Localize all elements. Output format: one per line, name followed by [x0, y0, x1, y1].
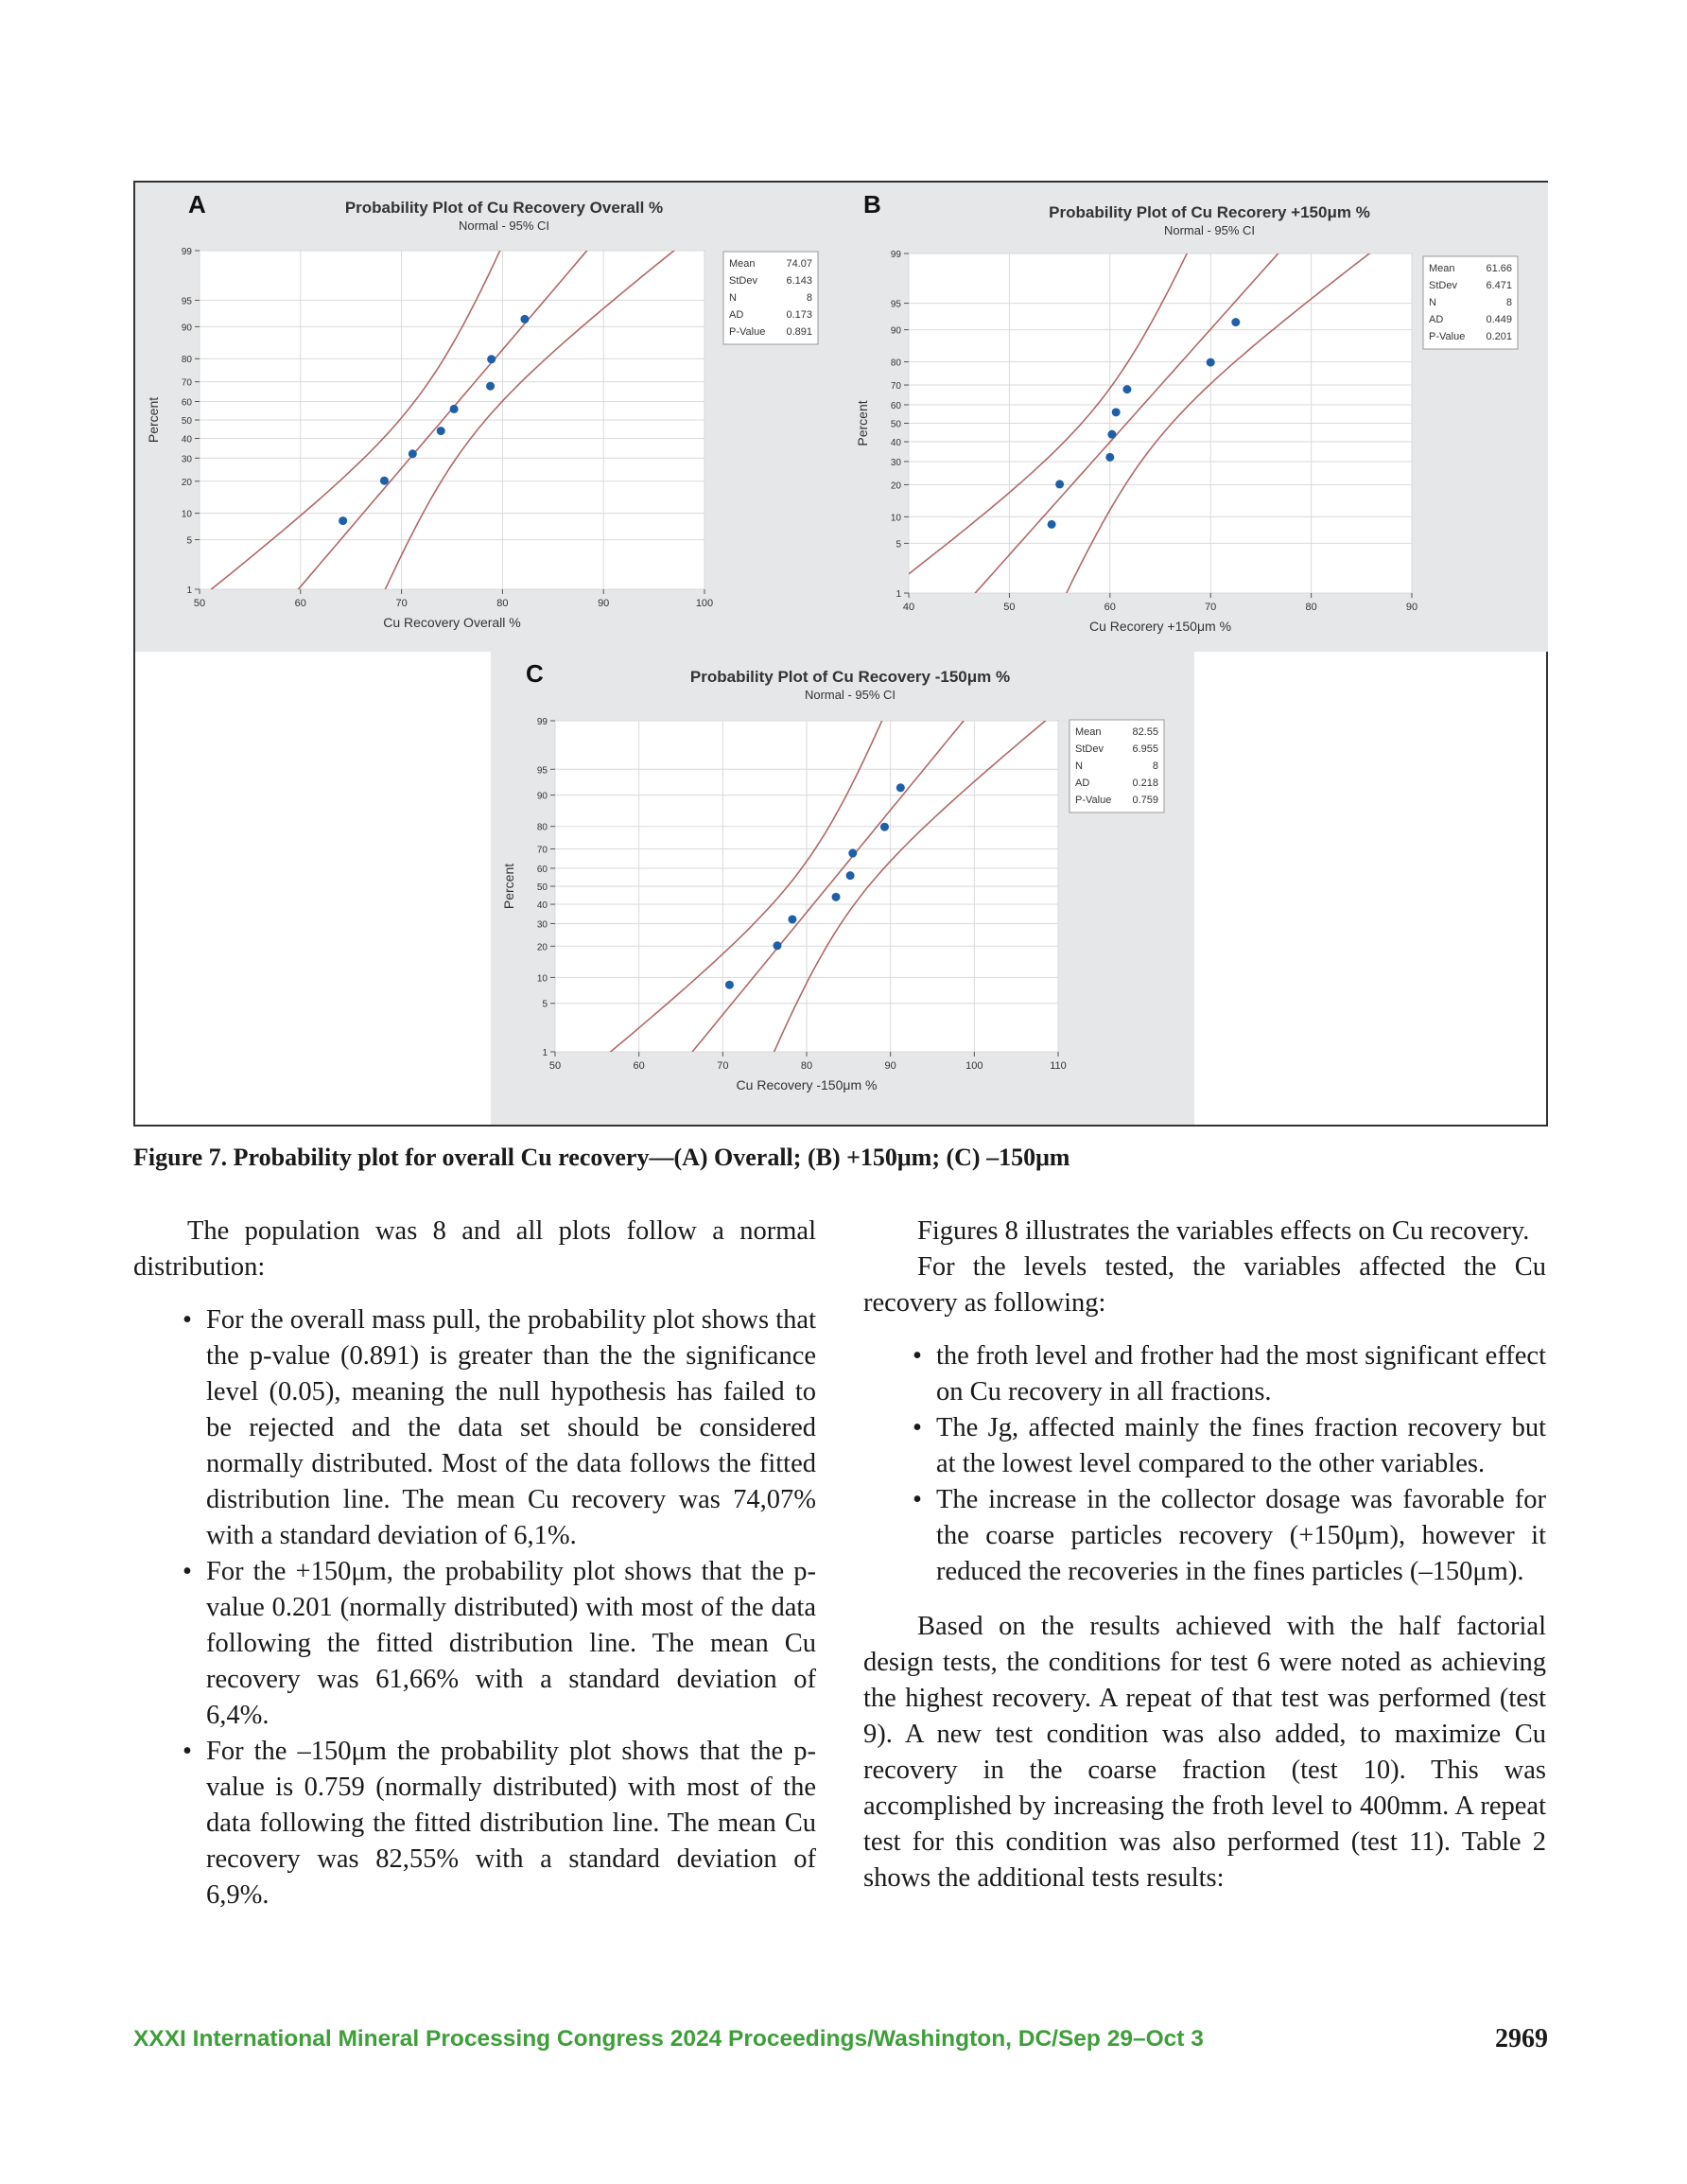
stat-label: Mean: [1429, 263, 1455, 274]
y-tick-label: 80: [181, 355, 192, 366]
y-tick-label: 70: [536, 845, 548, 856]
y-tick-label: 30: [181, 454, 192, 465]
bullet-icon: •: [913, 1341, 922, 1371]
figure-caption: Figure 7. Probability plot for overall Cu recovery—(A) Overall; (B) +150μm; (C) –150μm: [133, 1144, 1070, 1171]
chart-title: Probability Plot of Cu Recovery -150μm %: [689, 668, 1011, 686]
x-tick-label: 110: [1050, 1060, 1067, 1072]
data-point: [773, 941, 781, 950]
x-tick-label: 90: [598, 598, 610, 609]
x-tick-label: 60: [294, 598, 306, 609]
intro-paragraph: The population was 8 and all plots follow a normal distribution:: [133, 1216, 816, 1282]
panel-letter: C: [526, 659, 544, 688]
y-tick-label: 99: [181, 247, 192, 257]
y-tick-label: 10: [536, 973, 548, 985]
data-point: [832, 893, 841, 901]
y-tick-label: 50: [181, 416, 192, 427]
data-point: [896, 783, 905, 792]
x-tick-label: 80: [1305, 602, 1317, 613]
data-point: [846, 871, 855, 880]
paragraph: For the levels tested, the variables affected the Cu recovery as following:: [863, 1252, 1546, 1318]
x-tick-label: 60: [633, 1060, 645, 1072]
data-point: [380, 477, 389, 485]
y-tick-label: 99: [890, 250, 901, 260]
chart-subtitle: Normal - 95% CI: [458, 218, 550, 233]
list-item: • For the overall mass pull, the probability plot shows that the p-value (0.891) is greater than the the significance level (0.05), meaning the null hypothesis has failed to be rejected and the data set should be considered normally distributed. Most of the data follows the fitted distribution line. The mean Cu recovery was 74,07% with a standard deviation of 6,1%.: [133, 1302, 816, 1554]
panel-letter: B: [863, 190, 881, 218]
stat-value: 61.66: [1486, 263, 1512, 274]
data-point: [848, 849, 857, 858]
chart-subtitle: Normal - 95% CI: [1163, 223, 1256, 237]
stat-value: 6.143: [786, 275, 812, 287]
data-point: [409, 449, 417, 458]
y-tick-label: 5: [896, 539, 901, 550]
y-tick-label: 60: [890, 400, 901, 411]
figure-7: [133, 181, 1548, 1127]
stat-label: AD: [729, 309, 744, 321]
stat-label: N: [729, 292, 737, 304]
stat-value: 8: [1505, 297, 1512, 308]
data-point: [339, 516, 347, 525]
y-tick-label: 1: [542, 1048, 548, 1058]
stat-value: 0.173: [786, 309, 812, 321]
y-tick-label: 1: [896, 589, 901, 600]
stat-value: 6.955: [1132, 743, 1158, 755]
x-axis-label: Cu Recorery +150μm %: [1088, 619, 1232, 634]
page-number: 2969: [1495, 2024, 1548, 2053]
y-tick-label: 90: [536, 791, 548, 802]
data-point: [1122, 385, 1131, 393]
probability-plot-a: [135, 183, 844, 652]
data-point: [1105, 453, 1114, 462]
data-point: [880, 823, 889, 831]
y-tick-label: 60: [181, 397, 192, 409]
stat-label: StDev: [1075, 743, 1104, 755]
right-bullet-list: [863, 1338, 1546, 1590]
stat-value: 6.471: [1486, 280, 1512, 291]
y-tick-label: 70: [181, 377, 192, 389]
stat-label: P-Value: [729, 326, 766, 338]
y-tick-label: 99: [536, 717, 548, 727]
stat-label: N: [1075, 760, 1083, 772]
x-tick-label: 90: [1405, 602, 1418, 613]
x-axis-label: Cu Recovery -150μm %: [736, 1077, 878, 1092]
y-tick-label: 5: [542, 999, 548, 1010]
y-tick-label: 90: [181, 323, 192, 334]
y-tick-label: 50: [536, 882, 548, 893]
y-tick-label: 20: [890, 480, 901, 492]
x-tick-label: 60: [1104, 602, 1116, 613]
list-item: • The increase in the collector dosage was favorable for the coarse particles recovery (+150μm), however it reduced the recoveries in the fines particles (–150μm).: [863, 1482, 1546, 1590]
stat-value: 82.55: [1132, 726, 1158, 738]
y-tick-label: 70: [890, 381, 901, 393]
data-point: [450, 405, 459, 413]
data-point: [1107, 430, 1116, 439]
x-tick-label: 70: [1205, 602, 1217, 613]
data-point: [437, 427, 445, 435]
data-point: [1207, 358, 1215, 367]
chart-title: Probability Plot of Cu Recovery Overall %: [344, 199, 664, 217]
paragraph: Figures 8 illustrates the variables effects on Cu recovery.: [917, 1216, 1530, 1246]
stat-value: 0.891: [786, 326, 812, 338]
x-tick-label: 50: [548, 1060, 562, 1072]
data-point: [487, 355, 496, 363]
data-point: [520, 315, 529, 323]
y-tick-label: 80: [536, 822, 548, 833]
y-tick-label: 10: [890, 513, 901, 524]
right-column: [863, 1214, 1546, 1896]
x-tick-label: 90: [884, 1060, 896, 1072]
probability-plot-b: [844, 183, 1548, 652]
bullet-icon: •: [913, 1413, 922, 1442]
stat-label: P-Value: [1429, 331, 1466, 342]
y-tick-label: 40: [890, 438, 901, 449]
y-tick-label: 95: [536, 765, 548, 777]
list-item: • the froth level and frother had the most significant effect on Cu recovery in all fractions.: [863, 1338, 1546, 1410]
x-tick-label: 50: [1003, 602, 1016, 613]
bullet-icon: •: [913, 1485, 922, 1514]
y-tick-label: 30: [890, 457, 901, 468]
probability-plot-c: [491, 652, 1194, 1125]
y-tick-label: 95: [181, 296, 192, 307]
panel-letter: A: [188, 190, 206, 218]
stat-value: 8: [806, 292, 812, 304]
y-tick-label: 90: [890, 325, 901, 337]
list-item: • For the –150μm the probability plot shows that the p-value is 0.759 (normally distributed) with most of the data following the fitted distribution line. The mean Cu recovery was 82,55% with a standard deviation of 6,9%.: [133, 1734, 816, 1913]
list-item: • The Jg, affected mainly the fines fraction recovery but at the lowest level compared to the other variables.: [863, 1410, 1546, 1482]
stat-value: 8: [1152, 760, 1158, 772]
bullet-icon: •: [183, 1557, 192, 1586]
stat-label: AD: [1429, 314, 1444, 325]
y-tick-label: 50: [890, 419, 901, 430]
x-tick-label: 70: [717, 1060, 729, 1072]
stat-value: 0.201: [1486, 331, 1512, 342]
stat-label: AD: [1075, 778, 1090, 789]
stat-value: 0.218: [1132, 778, 1158, 789]
y-tick-label: 40: [536, 900, 548, 912]
data-point: [486, 382, 495, 391]
chart-title: Probability Plot of Cu Recorery +150μm %: [1049, 203, 1370, 221]
y-axis-label: Percent: [146, 396, 161, 444]
left-bullet-list: [133, 1302, 816, 1913]
y-tick-label: 1: [186, 585, 192, 596]
stat-value: 0.759: [1132, 795, 1158, 806]
stat-label: Mean: [1075, 726, 1102, 738]
x-tick-label: 100: [965, 1060, 983, 1072]
list-item: • For the +150μm, the probability plot shows that the p-value 0.201 (normally distributed) with most of the data following the fitted distribution line. The mean Cu recovery was 61,66% with a standard deviation of 6,4%.: [133, 1554, 816, 1734]
y-axis-label: Percent: [855, 400, 870, 446]
y-tick-label: 10: [181, 509, 192, 520]
data-point: [1048, 520, 1056, 529]
y-tick-label: 30: [536, 919, 548, 931]
x-axis-label: Cu Recovery Overall %: [383, 615, 521, 630]
bullet-icon: •: [183, 1305, 192, 1335]
stat-label: P-Value: [1075, 795, 1112, 806]
stat-value: 74.07: [786, 258, 812, 270]
stat-label: N: [1429, 297, 1436, 308]
y-axis-label: Percent: [501, 863, 516, 910]
data-point: [1055, 480, 1064, 488]
x-tick-label: 80: [496, 598, 509, 609]
y-tick-label: 20: [181, 477, 192, 488]
stat-label: Mean: [729, 258, 756, 270]
y-tick-label: 80: [890, 358, 901, 369]
y-tick-label: 40: [181, 434, 192, 446]
chart-subtitle: Normal - 95% CI: [804, 688, 896, 702]
left-column: [133, 1214, 816, 1932]
x-tick-label: 100: [695, 598, 714, 609]
y-tick-label: 5: [186, 535, 192, 547]
data-point: [725, 981, 734, 989]
paragraph: Based on the results achieved with the half factorial design tests, the conditions for test 6 were noted as achieving the highest recovery. A repeat of that test was performed (test 9). A new test condition was also added, to maximize Cu recovery in the coarse fraction (test 10). This was accomplished by increasing the froth level to 400mm. A repeat test for this condition was also performed (test 11). Table 2 shows the additional tests results:: [863, 1612, 1546, 1893]
stat-label: StDev: [1429, 280, 1457, 291]
x-tick-label: 50: [193, 598, 206, 609]
x-tick-label: 80: [800, 1060, 813, 1072]
x-tick-label: 40: [902, 602, 915, 613]
data-point: [1231, 318, 1240, 326]
bullet-icon: •: [183, 1737, 192, 1766]
stat-value: 0.449: [1486, 314, 1512, 325]
y-tick-label: 20: [536, 942, 548, 953]
stat-label: StDev: [729, 275, 757, 287]
x-tick-label: 70: [395, 598, 408, 609]
y-tick-label: 95: [890, 299, 901, 310]
footer-proceedings: XXXI International Mineral Processing Congress 2024 Proceedings/Washington, DC/Sep 29–Oct 3: [133, 2026, 1204, 2052]
y-tick-label: 60: [536, 864, 548, 875]
data-point: [1112, 408, 1121, 416]
data-point: [788, 915, 796, 923]
